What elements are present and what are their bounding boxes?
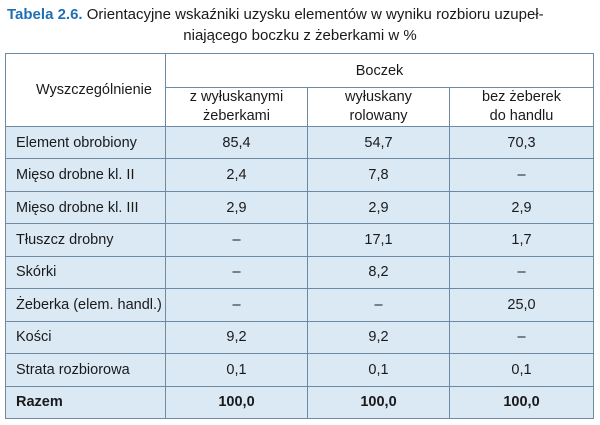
table-cell: – xyxy=(166,224,308,256)
table-cell: 100,0 xyxy=(450,386,594,419)
table-cell: 0,1 xyxy=(166,354,308,386)
table-cell: 0,1 xyxy=(308,354,450,386)
table-cell: 2,9 xyxy=(308,191,450,223)
table-row xyxy=(6,321,594,353)
row-label: Kości xyxy=(6,321,166,353)
table-row xyxy=(6,127,594,159)
table-cell: – xyxy=(450,159,594,191)
table-cell: 25,0 xyxy=(450,289,594,321)
table-row xyxy=(6,289,594,321)
table-cell: – xyxy=(450,321,594,353)
row-label: Mięso drobne kl. II xyxy=(6,159,166,191)
table-cell: 7,8 xyxy=(308,159,450,191)
row-label: Razem xyxy=(6,386,166,419)
table-cell: 17,1 xyxy=(308,224,450,256)
table-row xyxy=(6,191,594,223)
table-cell: – xyxy=(166,256,308,288)
table-row xyxy=(6,159,594,191)
caption-number: Tabela 2.6. xyxy=(7,6,83,23)
row-label: Skórki xyxy=(6,256,166,288)
table-caption xyxy=(7,4,593,46)
table-cell: 2,4 xyxy=(166,159,308,191)
row-label: Strata rozbiorowa xyxy=(6,354,166,386)
table-row xyxy=(6,256,594,288)
table-cell: – xyxy=(450,256,594,288)
column-header: wyłuskany rolowany xyxy=(308,88,450,127)
table-cell: 85,4 xyxy=(166,127,308,159)
yield-table xyxy=(5,53,594,419)
table-cell: 100,0 xyxy=(166,386,308,419)
table-cell: 2,9 xyxy=(166,191,308,223)
table-cell: 1,7 xyxy=(450,224,594,256)
column-header: bez żeberek do handlu xyxy=(450,88,594,127)
total-row xyxy=(6,386,594,419)
caption-title-line2: niającego boczku z żeberkami w % xyxy=(183,27,417,44)
table-row xyxy=(6,354,594,386)
table-cell: 100,0 xyxy=(308,386,450,419)
table-cell: 0,1 xyxy=(450,354,594,386)
table-cell: – xyxy=(166,289,308,321)
table-cell: – xyxy=(308,289,450,321)
table-cell: 9,2 xyxy=(308,321,450,353)
group-header: Boczek xyxy=(166,54,594,88)
table-cell: 70,3 xyxy=(450,127,594,159)
caption-title-line1: Orientacyjne wskaźniki uzysku elementów w wyniku rozbioru uzupeł- xyxy=(86,6,544,23)
stub-header: Wyszczególnienie xyxy=(6,54,166,127)
table-cell: 2,9 xyxy=(450,191,594,223)
table-cell: 54,7 xyxy=(308,127,450,159)
table-cell: 8,2 xyxy=(308,256,450,288)
row-label: Żeberka (elem. handl.) xyxy=(6,289,166,321)
table-row xyxy=(6,224,594,256)
column-header: z wyłuskanymi żeberkami xyxy=(166,88,308,127)
table-cell: 9,2 xyxy=(166,321,308,353)
row-label: Mięso drobne kl. III xyxy=(6,191,166,223)
row-label: Element obrobiony xyxy=(6,127,166,159)
row-label: Tłuszcz drobny xyxy=(6,224,166,256)
